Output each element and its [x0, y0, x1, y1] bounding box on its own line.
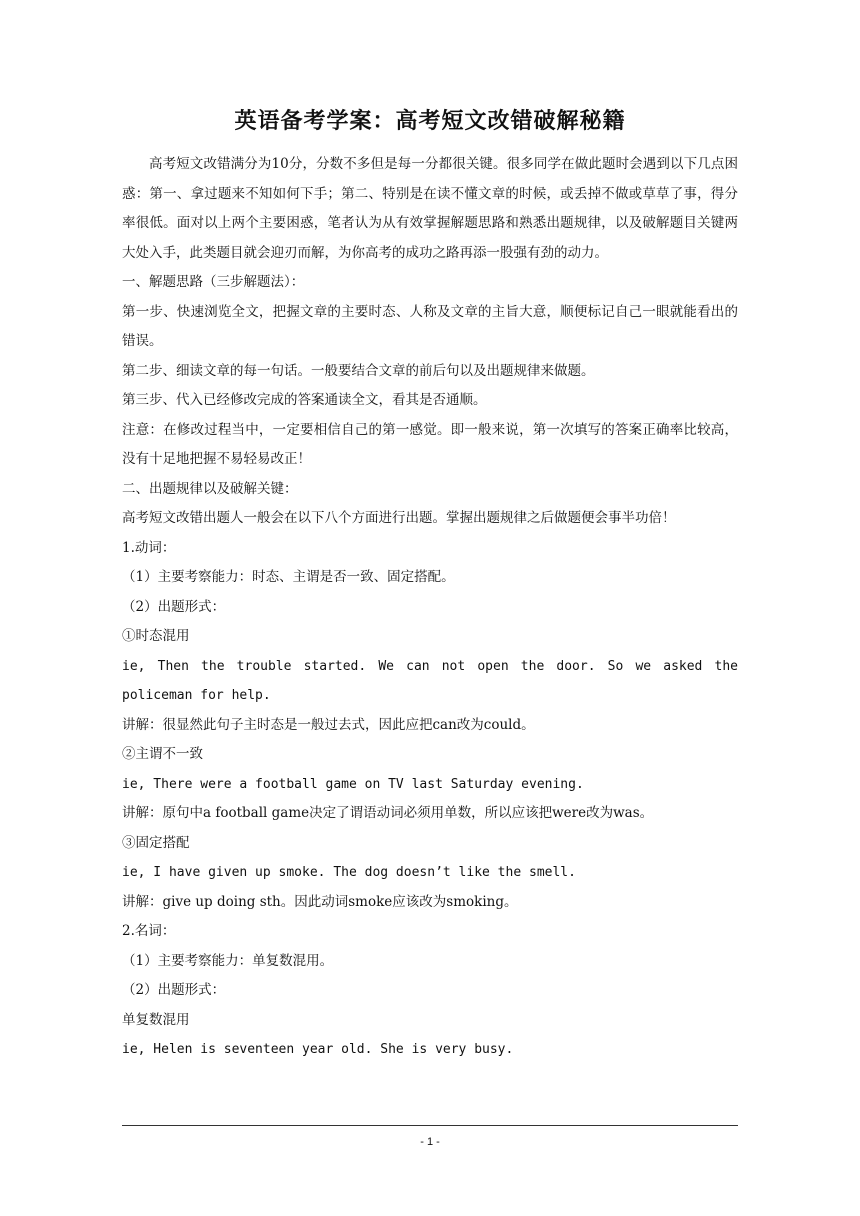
noun-example: ie, Helen is seventeen year old. She is very busy. — [122, 1042, 514, 1057]
intro-paragraph: 高考短文改错满分为10分，分数不多但是每一分都很关键。很多同学在做此题时会遇到以下几点困惑：第一、拿过题来不知如何下手；第二、特别是在读不懂文章的时候，或丢掉不做或草草了事，得分率很低。面对以上两个主要困惑，笔者认为从有效掌握解题思路和熟悉出题规律，以及破解题目关键两大处入手，此类题目就会迎刃而解，为你高考的成功之路再添一股强有劲的动力。 — [122, 156, 738, 261]
fixed-collocation-label: ③固定搭配 — [122, 834, 190, 851]
footer-divider — [122, 1125, 738, 1126]
tense-example: ie, Then the trouble started. We can not open the door. So we asked the policeman for help. — [122, 658, 738, 703]
verb-heading: 1.动词： — [122, 539, 176, 556]
verb-ability: （1）主要考察能力：时态、主谓是否一致、固定搭配。 — [122, 569, 455, 585]
section2-heading: 二、出题规律以及破解关键： — [122, 480, 298, 497]
noun-label: 单复数混用 — [122, 1011, 190, 1028]
page-number: - 1 - — [420, 1136, 440, 1148]
step2-paragraph: 第二步、细读文章的每一句话。一般要结合文章的前后句以及出题规律来做题。 — [122, 362, 595, 379]
fixed-collocation-explanation: 讲解：give up doing sth。因此动词smoke应该改为smoking。 — [122, 893, 518, 910]
noun-heading: 2.名词： — [122, 923, 176, 939]
document-body — [122, 150, 738, 1065]
document-title: 英语备考学案：高考短文改错破解秘籍 — [234, 109, 626, 134]
section2-intro: 高考短文改错出题人一般会在以下八个方面进行出题。掌握出题规律之后做题便会事半功倍！ — [122, 510, 676, 526]
agreement-explanation: 讲解：原句中a football game决定了谓语动词必须用单数，所以应该把were改为was。 — [122, 805, 654, 821]
verb-form: （2）出题形式： — [122, 598, 226, 615]
tense-label: ①时态混用 — [122, 628, 190, 644]
fixed-collocation-example: ie, I have given up smoke. The dog doesn’t like the smell. — [122, 865, 576, 880]
note-paragraph: 注意：在修改过程当中，一定要相信自己的第一感觉。即一般来说，第一次填写的答案正确率比较高，没有十足地把握不易轻易改正！ — [122, 421, 738, 467]
step3-paragraph: 第三步、代入已经修改完成的答案通读全文，看其是否通顺。 — [122, 392, 487, 408]
noun-ability: （1）主要考察能力：单复数混用。 — [122, 952, 334, 969]
section1-heading: 一、解题思路（三步解题法）： — [122, 274, 305, 290]
agreement-label: ②主谓不一致 — [122, 746, 203, 762]
noun-form: （2）出题形式： — [122, 982, 226, 998]
step1-paragraph: 第一步、快速浏览全文，把握文章的主要时态、人称及文章的主旨大意，顺便标记自己一眼就能看出的错误。 — [122, 303, 738, 349]
tense-explanation: 讲解：很显然此句子主时态是一般过去式，因此应把can改为could。 — [122, 716, 535, 733]
agreement-example: ie, There were a football game on TV last Saturday evening. — [122, 776, 584, 792]
